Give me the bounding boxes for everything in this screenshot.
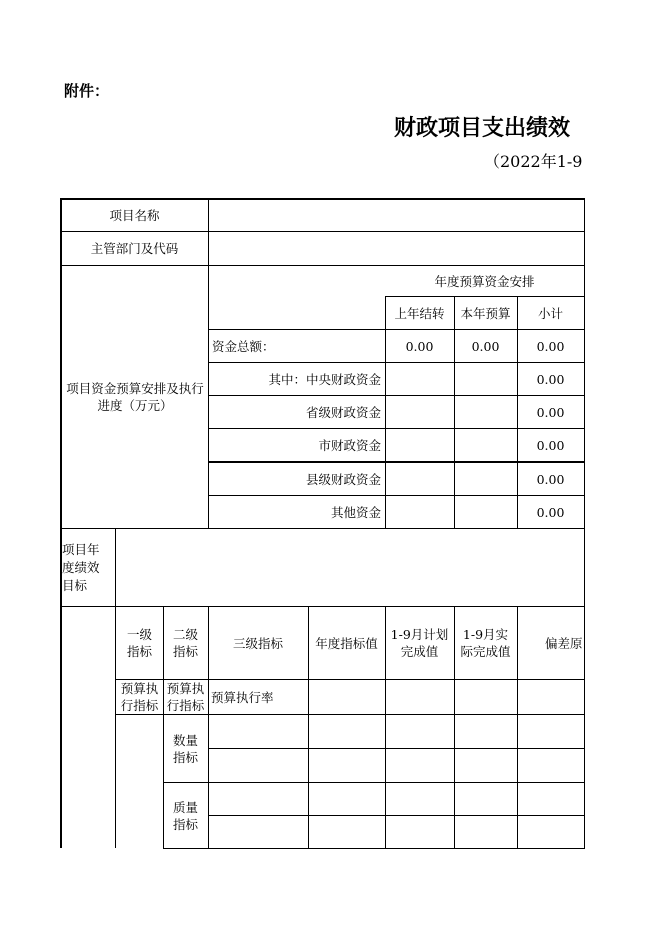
- subtotal-header: 小计: [537, 305, 563, 321]
- annual-goal-label: 项目年度绩效目标: [62, 541, 100, 593]
- city-sub-value: 0.00: [536, 437, 565, 453]
- total-sub-value: 0.00: [536, 338, 565, 354]
- level1-header: 一级指标: [126, 627, 152, 659]
- budget-exec-rate: 预算执行率: [211, 689, 274, 705]
- level2-header: 二级指标: [172, 627, 198, 659]
- funding-block-label: 项目资金预算安排及执行进度（万元）: [66, 381, 204, 413]
- page-subtitle: （2022年1-9: [484, 152, 583, 171]
- actual-value-header: 1-9月实际完成值: [460, 627, 511, 659]
- annual-budget-header: 年度预算资金安排: [434, 273, 535, 289]
- provincial-sub-value: 0.00: [536, 404, 565, 420]
- budget-exec-level2: 预算执行指标: [166, 681, 205, 713]
- total-current-value: 0.00: [471, 338, 500, 354]
- budget-exec-level1: 预算执行指标: [120, 681, 159, 713]
- central-sub-value: 0.00: [536, 371, 565, 387]
- deviation-header: 偏差原: [545, 635, 583, 651]
- total-funds-label: 资金总额：: [212, 338, 275, 354]
- annual-value-header: 年度指标值: [315, 635, 378, 651]
- current-budget-header: 本年预算: [460, 305, 511, 321]
- county-funds-label: 县级财政资金: [305, 471, 381, 487]
- quantity-indicator: 数量指标: [172, 732, 198, 765]
- total-prev-value: 0.00: [405, 338, 434, 354]
- quality-indicator: 质量指标: [172, 799, 198, 832]
- department-label: 主管部门及代码: [90, 241, 179, 256]
- central-funds-label: 其中：中央财政资金: [268, 371, 381, 387]
- plan-value-header: 1-9月计划完成值: [390, 627, 449, 659]
- attachment-label: 附件：: [64, 82, 110, 100]
- level3-header: 三级指标: [232, 635, 283, 651]
- project-name-label: 项目名称: [109, 207, 160, 223]
- city-funds-label: 市财政资金: [318, 437, 381, 453]
- other-funds-label: 其他资金: [330, 504, 381, 520]
- other-sub-value: 0.00: [536, 504, 565, 520]
- provincial-funds-label: 省级财政资金: [305, 404, 381, 420]
- prev-carryover-header: 上年结转: [394, 305, 445, 321]
- page-title: 财政项目支出绩效: [394, 116, 571, 141]
- county-sub-value: 0.00: [536, 471, 565, 487]
